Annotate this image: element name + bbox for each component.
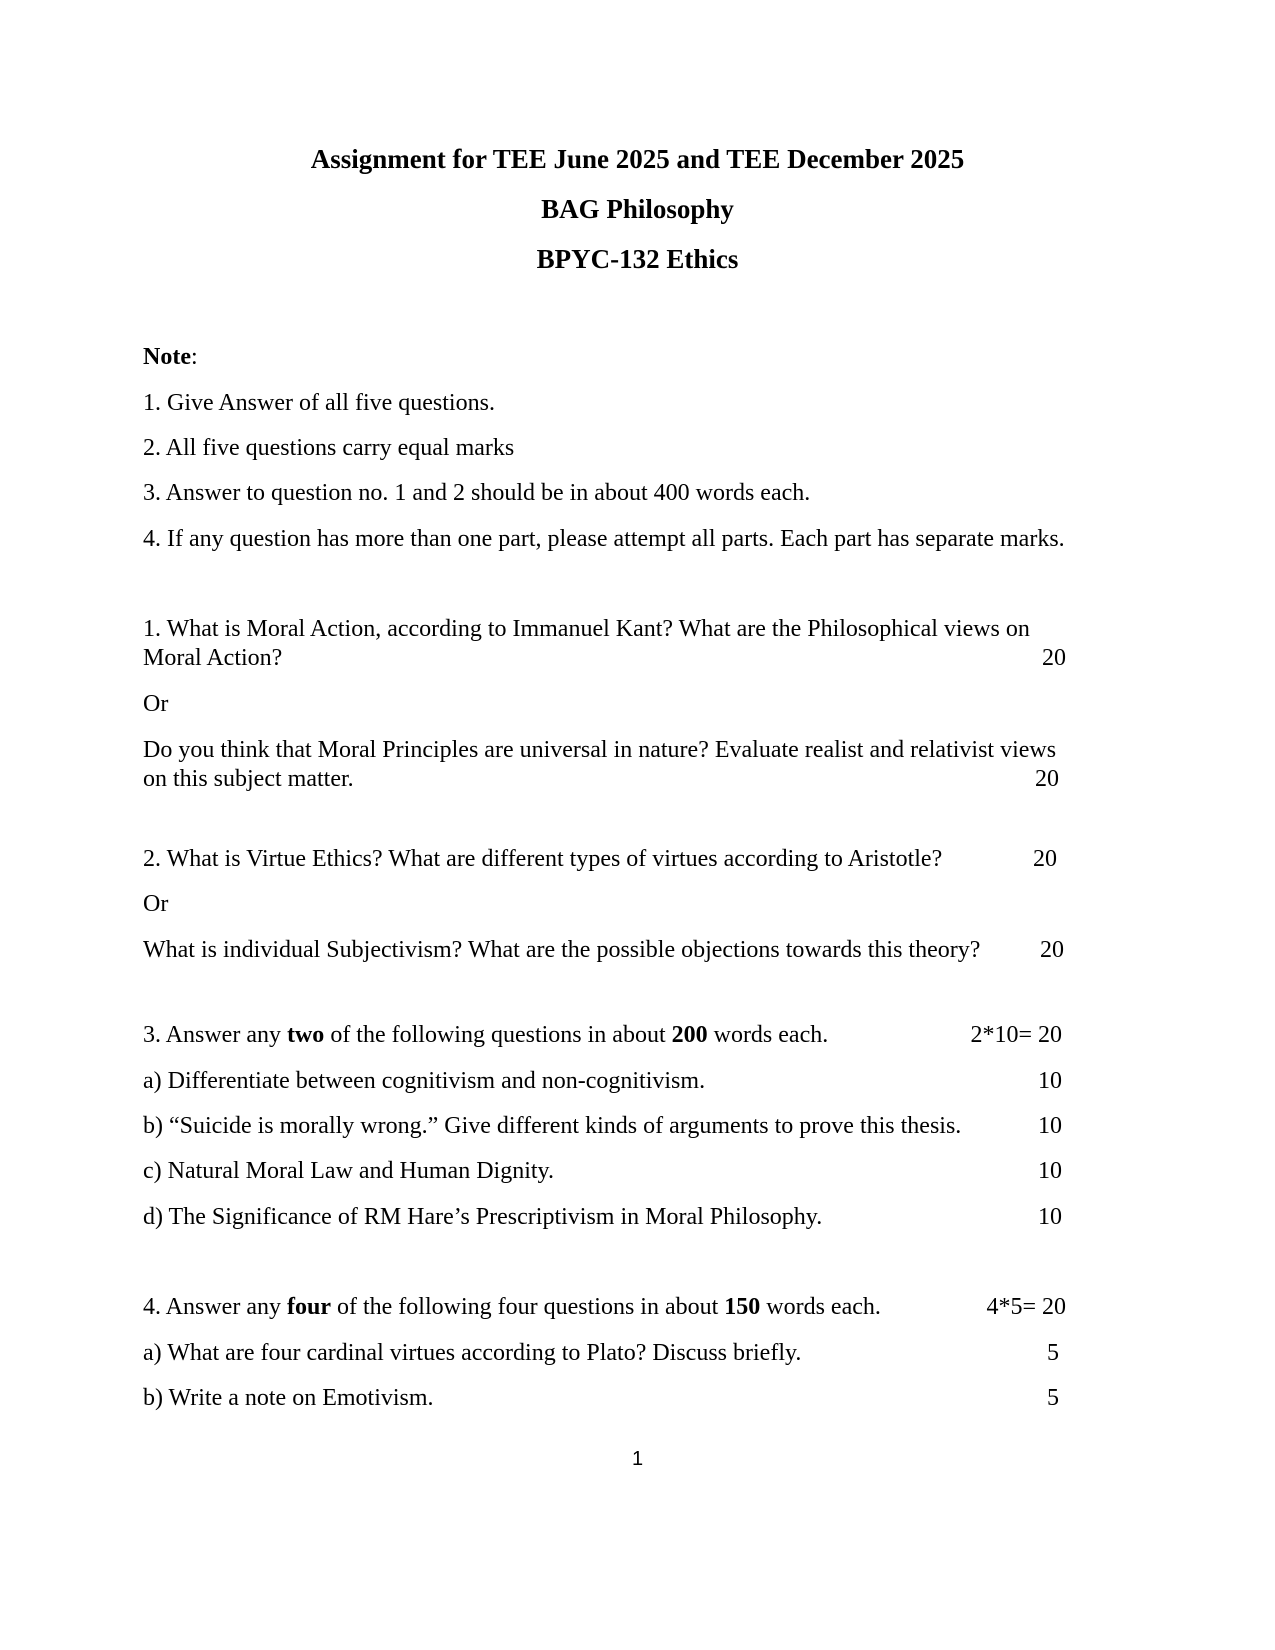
q3-intro-part: 3. Answer any: [143, 1022, 287, 1048]
q4-part-a-marks: 5: [1047, 1340, 1059, 1366]
q3-part-b-marks: 10: [1038, 1113, 1062, 1139]
note-item: 1. Give Answer of all five questions.: [143, 390, 495, 416]
q3-part-c: c) Natural Moral Law and Human Dignity.: [143, 1158, 554, 1184]
q2-marks: 20: [1033, 846, 1057, 872]
q2-text: 2. What is Virtue Ethics? What are different types of virtues according to Aristotle?: [143, 846, 943, 872]
note-heading: [143, 342, 198, 372]
q1-or: Or: [143, 691, 169, 717]
q1-text-line-1: 1. What is Moral Action, according to Immanuel Kant? What are the Philosophical views on: [143, 616, 1030, 642]
note-item: 4. If any question has more than one part, please attempt all parts. Each part has separate marks.: [143, 526, 1065, 552]
q4-intro-emphasis: 150: [724, 1294, 761, 1320]
q1-text-line-2: Moral Action?: [143, 645, 283, 671]
q1-alt-line-1: Do you think that Moral Principles are universal in nature? Evaluate realist and relativist views: [143, 737, 1057, 763]
q1-alt-line-2: on this subject matter.: [143, 766, 354, 792]
page-number: 1: [631, 1448, 644, 1470]
q3-marks: 2*10= 20: [970, 1022, 1062, 1048]
note-label: Note: [143, 344, 191, 370]
q3-intro-emphasis: two: [286, 1022, 325, 1048]
q3-intro-emphasis: 200: [671, 1022, 708, 1048]
q3-intro: [143, 1020, 828, 1050]
note-item: 2. All five questions carry equal marks: [143, 435, 515, 461]
q4-part-b-marks: 5: [1047, 1385, 1059, 1411]
q4-intro-part: words each.: [760, 1294, 881, 1320]
note-colon: :: [190, 344, 198, 370]
q1-marks: 20: [1042, 645, 1066, 671]
title-line-3: BPYC-132 Ethics: [536, 244, 739, 274]
q3-intro-part: of the following questions in about: [324, 1022, 672, 1048]
q2-or: Or: [143, 891, 169, 917]
q3-part-d: d) The Significance of RM Hare’s Prescriptivism in Moral Philosophy.: [143, 1204, 823, 1230]
q4-part-b: b) Write a note on Emotivism.: [143, 1385, 434, 1411]
title-line-2: BAG Philosophy: [541, 194, 734, 224]
q4-part-a: a) What are four cardinal virtues according to Plato? Discuss briefly.: [143, 1340, 802, 1366]
q4-intro-part: 4. Answer any: [143, 1294, 287, 1320]
q4-marks: 4*5= 20: [986, 1294, 1066, 1320]
title-line-1: Assignment for TEE June 2025 and TEE December 2025: [310, 144, 965, 174]
q4-intro-part: of the following four questions in about: [330, 1294, 725, 1320]
q3-part-d-marks: 10: [1038, 1204, 1062, 1230]
q2-alt-text: What is individual Subjectivism? What are the possible objections towards this theory?: [143, 937, 981, 963]
q3-intro-part: words each.: [707, 1022, 829, 1048]
q1-alt-marks: 20: [1035, 766, 1059, 792]
q4-intro: [143, 1292, 881, 1322]
note-item: 3. Answer to question no. 1 and 2 should be in about 400 words each.: [143, 480, 811, 506]
q3-part-c-marks: 10: [1038, 1158, 1062, 1184]
q3-part-a: a) Differentiate between cognitivism and non-cognitivism.: [143, 1068, 706, 1094]
q3-part-a-marks: 10: [1038, 1068, 1062, 1094]
q4-intro-emphasis: four: [286, 1294, 331, 1320]
q2-alt-marks: 20: [1040, 937, 1064, 963]
q3-part-b: b) “Suicide is morally wrong.” Give different kinds of arguments to prove this thesis.: [143, 1113, 962, 1139]
